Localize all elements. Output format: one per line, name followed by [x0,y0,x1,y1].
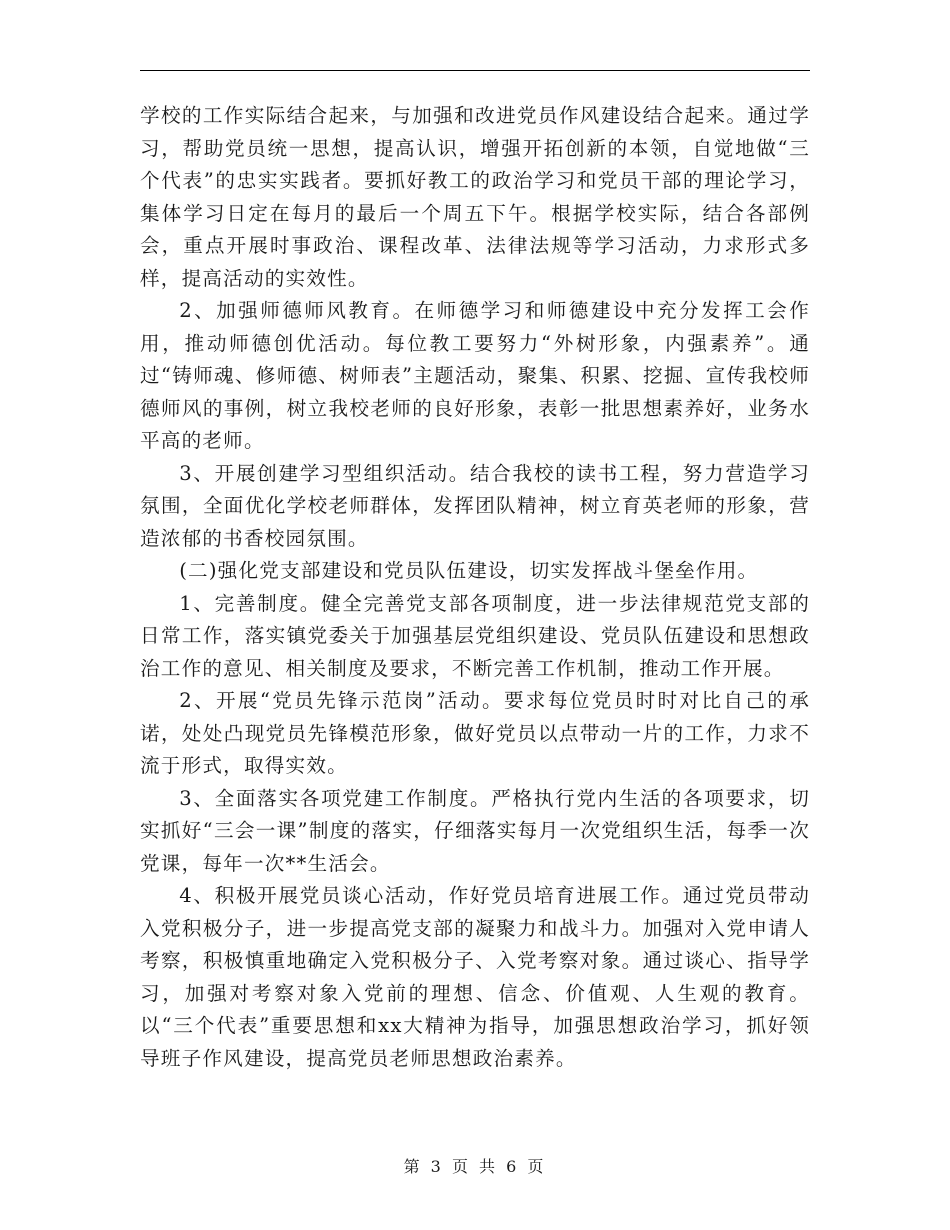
section-heading-party-branch: (二)强化党支部建设和党员队伍建设，切实发挥战斗堡垒作用。 [179,559,759,582]
paragraph-continuation: 学校的工作实际结合起来，与加强和改进党员作风建设结合起来。通过学习，帮助党员统一思想，提高认识，增强开拓创新的本领，自觉地做“三个代表”的忠实实践者。要抓好教工的政治学习和党员干部的理论学习，集体学习日定在每月的最后一个周五下午。根据学校实际，结合各部例会，重点开展时事政治、课程改革、法律法规等学习活动，力求形式多样，提高活动的实效性。 [140,104,810,290]
paragraph-heart-to-heart: 4、积极开展党员谈心活动，作好党员培育进展工作。通过党员带动入党积极分子，进一步提高党支部的凝聚力和战斗力。加强对入党申请人考察，积极慎重地确定入党积极分子、入党考察对象。通过谈心、指导学习，加强对考察对象入党前的理想、信念、价值观、人生观的教育。以“三个代表”重要思想和xx大精神为指导，加强思想政治学习，抓好领导班子作风建设，提高党员老师思想政治素养。 [140,884,810,1070]
paragraph-party-building-rules: 3、全面落实各项党建工作制度。严格执行党内生活的各项要求，切实抓好“三会一课”制度的落实，仔细落实每月一次党组织生活，每季一次党课，每年一次**生活会。 [140,786,810,875]
paragraph-improve-system: 1、完善制度。健全完善党支部各项制度，进一步法律规范党支部的日常工作，落实镇党委关于加强基层党组织建设、党员队伍建设和思想政治工作的意见、相关制度及要求，不断完善工作机制，推动工作开展。 [140,591,810,680]
header-rule [140,70,810,71]
paragraph-learning-organization: 3、开展创建学习型组织活动。结合我校的读书工程，努力营造学习氛围，全面优化学校老师群体，发挥团队精神，树立育英老师的形象，营造浓郁的书香校园氛围。 [140,461,810,550]
paragraph-vanguard-post: 2、开展“党员先锋示范岗”活动。要求每位党员时时对比自己的承诺，处处凸现党员先锋模范形象，做好党员以点带动一片的工作，力求不流于形式，取得实效。 [140,689,810,777]
body-text [140,100,810,1075]
paragraph-teacher-ethics: 2、加强师德师风教育。在师德学习和师德建设中充分发挥工会作用，推动师德创优活动。每位教工要努力“外树形象，内强素养”。通过“铸师魂、修师德、树师表”主题活动，聚集、积累、挖掘、宣传我校师德师风的事例，树立我校老师的良好形象，表彰一批思想素养好，业务水平高的老师。 [140,299,810,452]
page-number-footer: 第 3 页 共 6 页 [403,1157,547,1176]
